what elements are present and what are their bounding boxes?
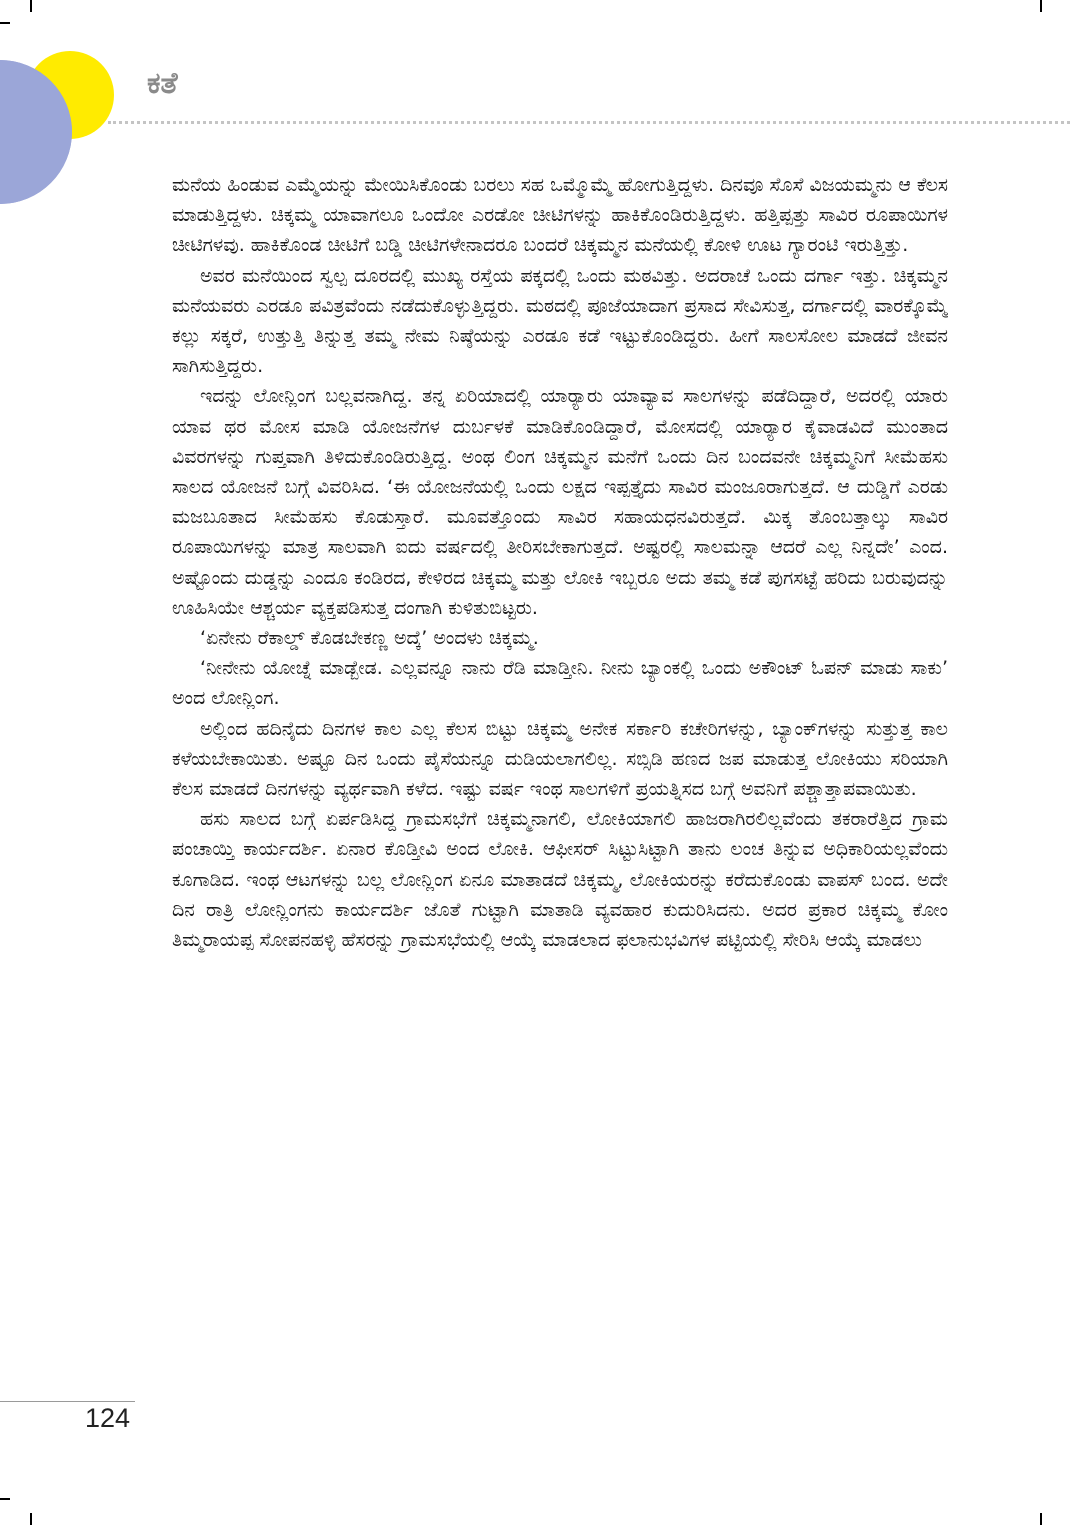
paragraph-3: ಇದನ್ನು ಲೋನ್ಲಿಂಗ ಬಲ್ಲವನಾಗಿದ್ದ. ತನ್ನ ಏರಿಯಾದಲ್ಲಿ ಯಾರ್‍ಯಾರು ಯಾವ್ಯಾವ ಸಾಲಗಳನ್ನು ಪಡೆದಿದ್ದಾರೆ, ಅದರಲ್ಲಿ ಯಾರು ಯಾವ ಥರ ಮೋಸ ಮಾಡಿ ಯೋಜನೆಗಳ ದುರ್ಬಳಕೆ ಮಾಡಿಕೊಂಡಿದ್ದಾರೆ, ಮೋಸದಲ್ಲಿ ಯಾರ್‍ಯಾರ ಕೈವಾಡವಿದೆ ಮುಂತಾದ ವಿವರಗಳನ್ನು ಗುಪ್ತವಾಗಿ ತಿಳಿದುಕೊಂಡಿರುತ್ತಿದ್ದ. ಅಂಥ ಲಿಂಗ ಚಿಕ್ಕಮ್ಮನ ಮನೆಗೆ ಒಂದು ದಿನ ಬಂದವನೇ ಚಿಕ್ಕಮ್ಮನಿಗೆ ಸೀಮೆಹಸು ಸಾಲದ ಯೋಜನೆ ಬಗ್ಗೆ ವಿವರಿಸಿದ. ‘ಈ ಯೋಜನೆಯಲ್ಲಿ ಒಂದು ಲಕ್ಷದ ಇಪ್ಪತ್ತೈದು ಸಾವಿರ ಮಂಜೂರಾಗುತ್ತದೆ. ಆ ದುಡ್ಡಿಗೆ ಎರಡು ಮಜಬೂತಾದ ಸೀಮೆಹಸು ಕೊಡುಸ್ತಾರೆ. ಮೂವತ್ತೊಂದು ಸಾವಿರ ಸಹಾಯಧನವಿರುತ್ತದೆ. ಮಿಕ್ಕ ತೊಂಬತ್ತಾಲ್ಕು ಸಾವಿರ ರೂಪಾಯಿಗಳನ್ನು ಮಾತ್ರ ಸಾಲವಾಗಿ ಐದು ವರ್ಷದಲ್ಲಿ ತೀರಿಸಬೇಕಾಗುತ್ತದೆ. ಅಷ್ಟರಲ್ಲಿ ಸಾಲಮನ್ನಾ ಆದರೆ ಎಲ್ಲ ನಿನ್ನದೇ’ ಎಂದ. ಅಷ್ಟೊಂದು ದುಡ್ಡನ್ನು ಎಂದೂ ಕಂಡಿರದ, ಕೇಳಿರದ ಚಿಕ್ಕಮ್ಮ ಮತ್ತು ಲೋಕಿ ಇಬ್ಬರೂ ಅದು ತಮ್ಮ ಕಡೆ ಪುಗಸಟ್ಟೆ ಹರಿದು ಬರುವುದನ್ನು ಊಹಿಸಿಯೇ ಆಶ್ಚರ್ಯ ವ್ಯಕ್ತಪಡಿಸುತ್ತ ದಂಗಾಗಿ ಕುಳಿತುಬಿಟ್ಟರು. (172, 385, 948, 619)
crop-mark-top-right (1040, 0, 1042, 12)
crop-mark-bottom-left (30, 1513, 32, 1525)
story-body (172, 170, 948, 1392)
decorative-circles (0, 0, 200, 220)
section-title: ಕತೆ (147, 66, 178, 101)
crop-mark-left-lower (0, 1498, 10, 1500)
header-dotted-rule (108, 121, 1070, 124)
paragraph-7: ಹಸು ಸಾಲದ ಬಗ್ಗೆ ಏರ್ಪಡಿಸಿದ್ದ ಗ್ರಾಮಸಭೆಗೆ ಚಿಕ್ಕಮ್ಮನಾಗಲಿ, ಲೋಕಿಯಾಗಲಿ ಹಾಜರಾಗಿರಲಿಲ್ಲವೆಂದು ತಕರಾರೆತ್ತಿದ ಗ್ರಾಮ ಪಂಚಾಯ್ತಿ ಕಾರ್ಯದರ್ಶಿ. ಏನಾರ ಕೊಡ್ತೀವಿ ಅಂದ ಲೋಕಿ. ಆಫೀಸರ್ ಸಿಟ್ಟುಸಿಟ್ಟಾಗಿ ತಾನು ಲಂಚ ತಿನ್ನುವ ಅಧಿಕಾರಿಯಲ್ಲವೆಂದು ಕೂಗಾಡಿದ. ಇಂಥ ಆಟಗಳನ್ನು ಬಲ್ಲ ಲೋನ್ಲಿಂಗ ಏನೂ ಮಾತಾಡದೆ ಚಿಕ್ಕಮ್ಮ, ಲೋಕಿಯರನ್ನು ಕರೆದುಕೊಂಡು ವಾಪಸ್ ಬಂದ. ಅದೇ ದಿನ ರಾತ್ರಿ ಲೋನ್ಲಿಂಗನು ಕಾರ್ಯದರ್ಶಿ ಜೊತೆ ಗುಟ್ಟಾಗಿ ಮಾತಾಡಿ ವ್ಯವಹಾರ ಕುದುರಿಸಿದನು. ಅದರ ಪ್ರಕಾರ ಚಿಕ್ಕಮ್ಮ ಕೋಂ ತಿಮ್ಮರಾಯಪ್ಪ ಸೋಪನಹಳ್ಳಿ ಹೆಸರನ್ನು ಗ್ರಾಮಸಭೆಯಲ್ಲಿ ಆಯ್ಕೆ ಮಾಡಲಾದ ಫಲಾನುಭವಿಗಳ ಪಟ್ಟಿಯಲ್ಲಿ ಸೇರಿಸಿ ಆಯ್ಕೆ ಮಾಡಲು (172, 808, 948, 952)
paragraph-4: ‘ಏನೇನು ರೆಕಾಲ್ಡ್ ಕೊಡಬೇಕಣ್ಣ ಅದ್ಕೆ’ ಅಂದಳು ಚಿಕ್ಕಮ್ಮ. (200, 627, 539, 650)
paragraph-1: ಮನೆಯ ಹಿಂಡುವ ಎಮ್ಮೆಯನ್ನು ಮೇಯಿಸಿಕೊಂಡು ಬರಲು ಸಹ ಒಮ್ಮೊಮ್ಮೆ ಹೋಗುತ್ತಿದ್ದಳು. ದಿನವೂ ಸೊಸೆ ವಿಜಯಮ್ಮನು ಆ ಕೆಲಸ ಮಾಡುತ್ತಿದ್ದಳು. ಚಿಕ್ಕಮ್ಮ ಯಾವಾಗಲೂ ಒಂದೋ ಎರಡೋ ಚೀಟಿಗಳನ್ನು ಹಾಕಿಕೊಂಡಿರುತ್ತಿದ್ದಳು. ಹತ್ತಿಪ್ಪತ್ತು ಸಾವಿರ ರೂಪಾಯಿಗಳ ಚೀಟಿಗಳವು. ಹಾಕಿಕೊಂಡ ಚೀಟಿಗೆ ಬಡ್ಡಿ ಚೀಟಿಗಳೇನಾದರೂ ಬಂದರೆ ಚಿಕ್ಕಮ್ಮನ ಮನೆಯಲ್ಲಿ ಕೋಳಿ ಊಟ ಗ್ಯಾರಂಟಿ ಇರುತ್ತಿತ್ತು. (172, 174, 948, 257)
page-number: 124 (85, 1403, 131, 1433)
paragraph-6: ಅಲ್ಲಿಂದ ಹದಿನೈದು ದಿನಗಳ ಕಾಲ ಎಲ್ಲ ಕೆಲಸ ಬಿಟ್ಟು ಚಿಕ್ಕಮ್ಮ ಅನೇಕ ಸರ್ಕಾರಿ ಕಚೇರಿಗಳನ್ನು, ಬ್ಯಾಂಕ್‌ಗಳನ್ನು ಸುತ್ತುತ್ತ ಕಾಲ ಕಳೆಯಬೇಕಾಯಿತು. ಅಷ್ಟೂ ದಿನ ಒಂದು ಪೈಸೆಯನ್ನೂ ದುಡಿಯಲಾಗಲಿಲ್ಲ. ಸಬ್ಸಿಡಿ ಹಣದ ಜಪ ಮಾಡುತ್ತ ಲೋಕಿಯು ಸರಿಯಾಗಿ ಕೆಲಸ ಮಾಡದೆ ದಿನಗಳನ್ನು ವ್ಯರ್ಥವಾಗಿ ಕಳೆದ. ಇಷ್ಟು ವರ್ಷ ಇಂಥ ಸಾಲಗಳಿಗೆ ಪ್ರಯತ್ನಿಸದ ಬಗ್ಗೆ ಅವನಿಗೆ ಪಶ್ಚಾತ್ತಾಪವಾಯಿತು. (172, 717, 948, 801)
paragraph-2: ಅವರ ಮನೆಯಿಂದ ಸ್ವಲ್ಪ ದೂರದಲ್ಲಿ ಮುಖ್ಯ ರಸ್ತೆಯ ಪಕ್ಕದಲ್ಲಿ ಒಂದು ಮಠವಿತ್ತು. ಅದರಾಚೆ ಒಂದು ದರ್ಗಾ ಇತ್ತು. ಚಿಕ್ಕಮ್ಮನ ಮನೆಯವರು ಎರಡೂ ಪವಿತ್ರವೆಂದು ನಡೆದುಕೊಳ್ಳುತ್ತಿದ್ದರು. ಮಠದಲ್ಲಿ ಪೂಜೆಯಾದಾಗ ಪ್ರಸಾದ ಸೇವಿಸುತ್ತ, ದರ್ಗಾದಲ್ಲಿ ವಾರಕ್ಕೊಮ್ಮೆ ಕಲ್ಲು ಸಕ್ಕರೆ, ಉತ್ತುತ್ತಿ ತಿನ್ನುತ್ತ ತಮ್ಮ ನೇಮ ನಿಷ್ಠೆಯನ್ನು ಎರಡೂ ಕಡೆ ಇಟ್ಟುಕೊಂಡಿದ್ದರು. ಹೀಗೆ ಸಾಲಸೋಲ ಮಾಡದೆ ಜೀವನ ಸಾಗಿಸುತ್ತಿದ್ದರು. (172, 264, 948, 378)
crop-mark-bottom-right (1040, 1513, 1042, 1525)
paragraph-5: ‘ನೀನೇನು ಯೋಚ್ನೆ ಮಾಡ್ಬೇಡ. ಎಲ್ಲವನ್ನೂ ನಾನು ರೆಡಿ ಮಾಡ್ತೀನಿ. ನೀನು ಬ್ಯಾಂಕಲ್ಲಿ ಒಂದು ಅಕೌಂಟ್ ಓಪನ್ ಮಾಡು ಸಾಕು’ ಅಂದ ಲೋನ್ಲಿಂಗ. (172, 657, 948, 710)
